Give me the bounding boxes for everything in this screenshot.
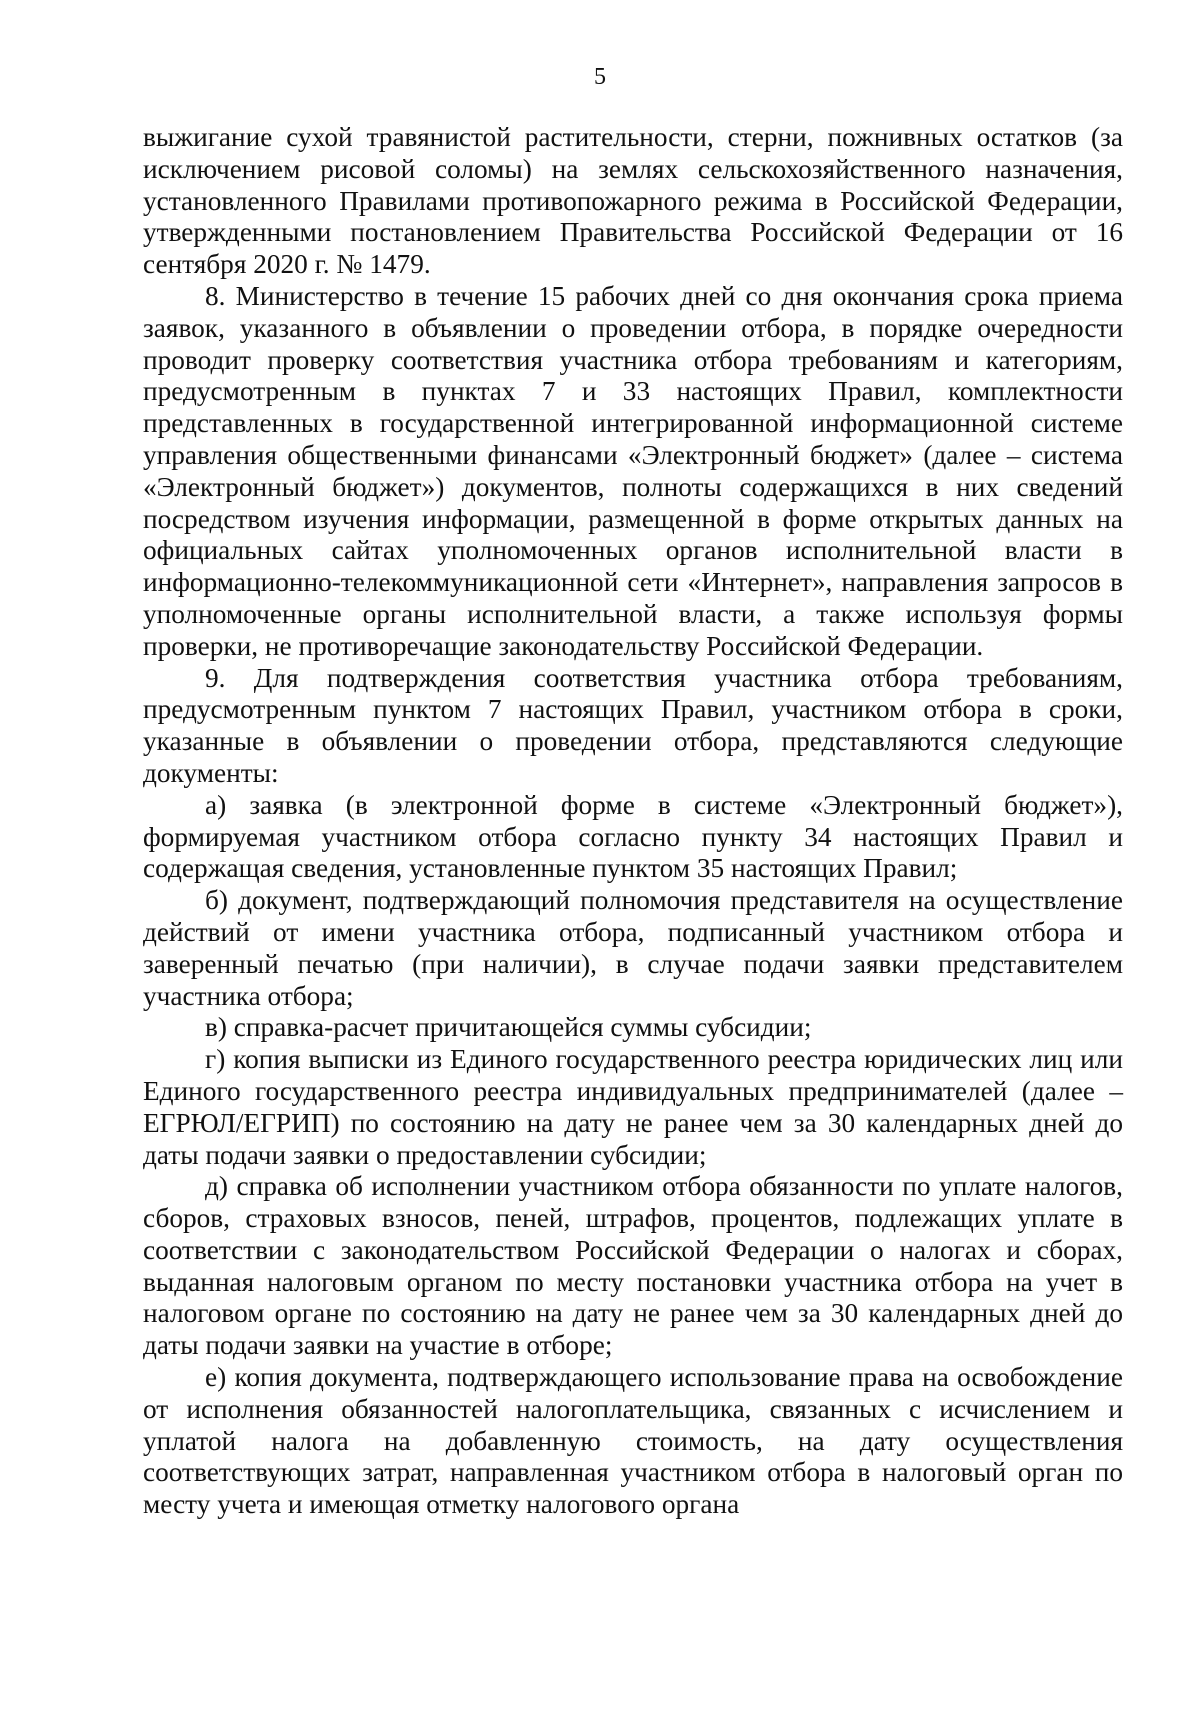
paragraph-continuation: выжигание сухой травянистой растительности, стерни, пожнивных остатков (за исключением рисовой соломы) на землях сельскохозяйственного назначения, установленного Правилами противопожарного режима в Российской Федерации, утвержденными постановлением Правительства Российской Федерации от 16 сентября 2020 г. № 1479. [143, 122, 1123, 280]
paragraph-item-9d: д) справка об исполнении участником отбора обязанности по уплате налогов, сборов, страховых взносов, пеней, штрафов, процентов, подлежащих уплате в соответствии с законодательством Российской Федерации о налогах и сборах, выданная налоговым органом по месту постановки участника отбора на учет в налоговом органе по состоянию на дату не ранее чем за 30 календарных дней до даты подачи заявки на участие в отборе; [143, 1171, 1123, 1361]
paragraph-item-9a: а) заявка (в электронной форме в системе «Электронный бюджет»), формируемая участником отбора согласно пункту 34 настоящих Правил и содержащая сведения, установленные пунктом 35 настоящих Правил; [143, 789, 1123, 884]
paragraph-item-9: 9. Для подтверждения соответствия участника отбора требованиям, предусмотренным пунктом 7 настоящих Правил, участником отбора в сроки, указанные в объявлении о проведении отбора, представляются следующие документы: [143, 662, 1123, 788]
paragraph-item-9b: б) документ, подтверждающий полномочия представителя на осуществление действий от имени участника отбора, подписанный участником отбора и заверенный печатью (при наличии), в случае подачи заявки представителем участника отбора; [143, 885, 1123, 1011]
paragraph-item-9g: г) копия выписки из Единого государственного реестра юридических лиц или Единого государственного реестра индивидуальных предпринимателей (далее – ЕГРЮЛ/ЕГРИП) по состоянию на дату не ранее чем за 30 календарных дней до даты подачи заявки о предоставлении субсидии; [143, 1044, 1123, 1170]
paragraph-item-8: 8. Министерство в течение 15 рабочих дней со дня окончания срока приема заявок, указанного в объявлении о проведении отбора, в порядке очередности проводит проверку соответствия участника отбора требованиям и категориям, предусмотренным в пунктах 7 и 33 настоящих Правил, комплектности представленных в государственной интегрированной информационной системе управления общественными финансами «Электронный бюджет» (далее – система «Электронный бюджет») документов, полноты содержащихся в них сведений посредством изучения информации, размещенной в форме открытых данных на официальных сайтах уполномоченных органов исполнительной власти в информационно-телекоммуникационной сети «Интернет», направления запросов в уполномоченные органы исполнительной власти, а также используя формы проверки, не противоречащие законодательству Российской Федерации. [143, 280, 1123, 661]
paragraph-item-9e: е) копия документа, подтверждающего использование права на освобождение от исполнения обязанностей налогоплательщика, связанных с исчислением и уплатой налога на добавленную стоимость, на дату осуществления соответствующих затрат, направленная участником отбора в налоговый орган по месту учета и имеющая отметку налогового органа [143, 1362, 1123, 1520]
page-number: 5 [594, 64, 606, 90]
paragraph-item-9v: в) справка-расчет причитающейся суммы субсидии; [205, 1012, 812, 1043]
document-body [143, 122, 1123, 1521]
